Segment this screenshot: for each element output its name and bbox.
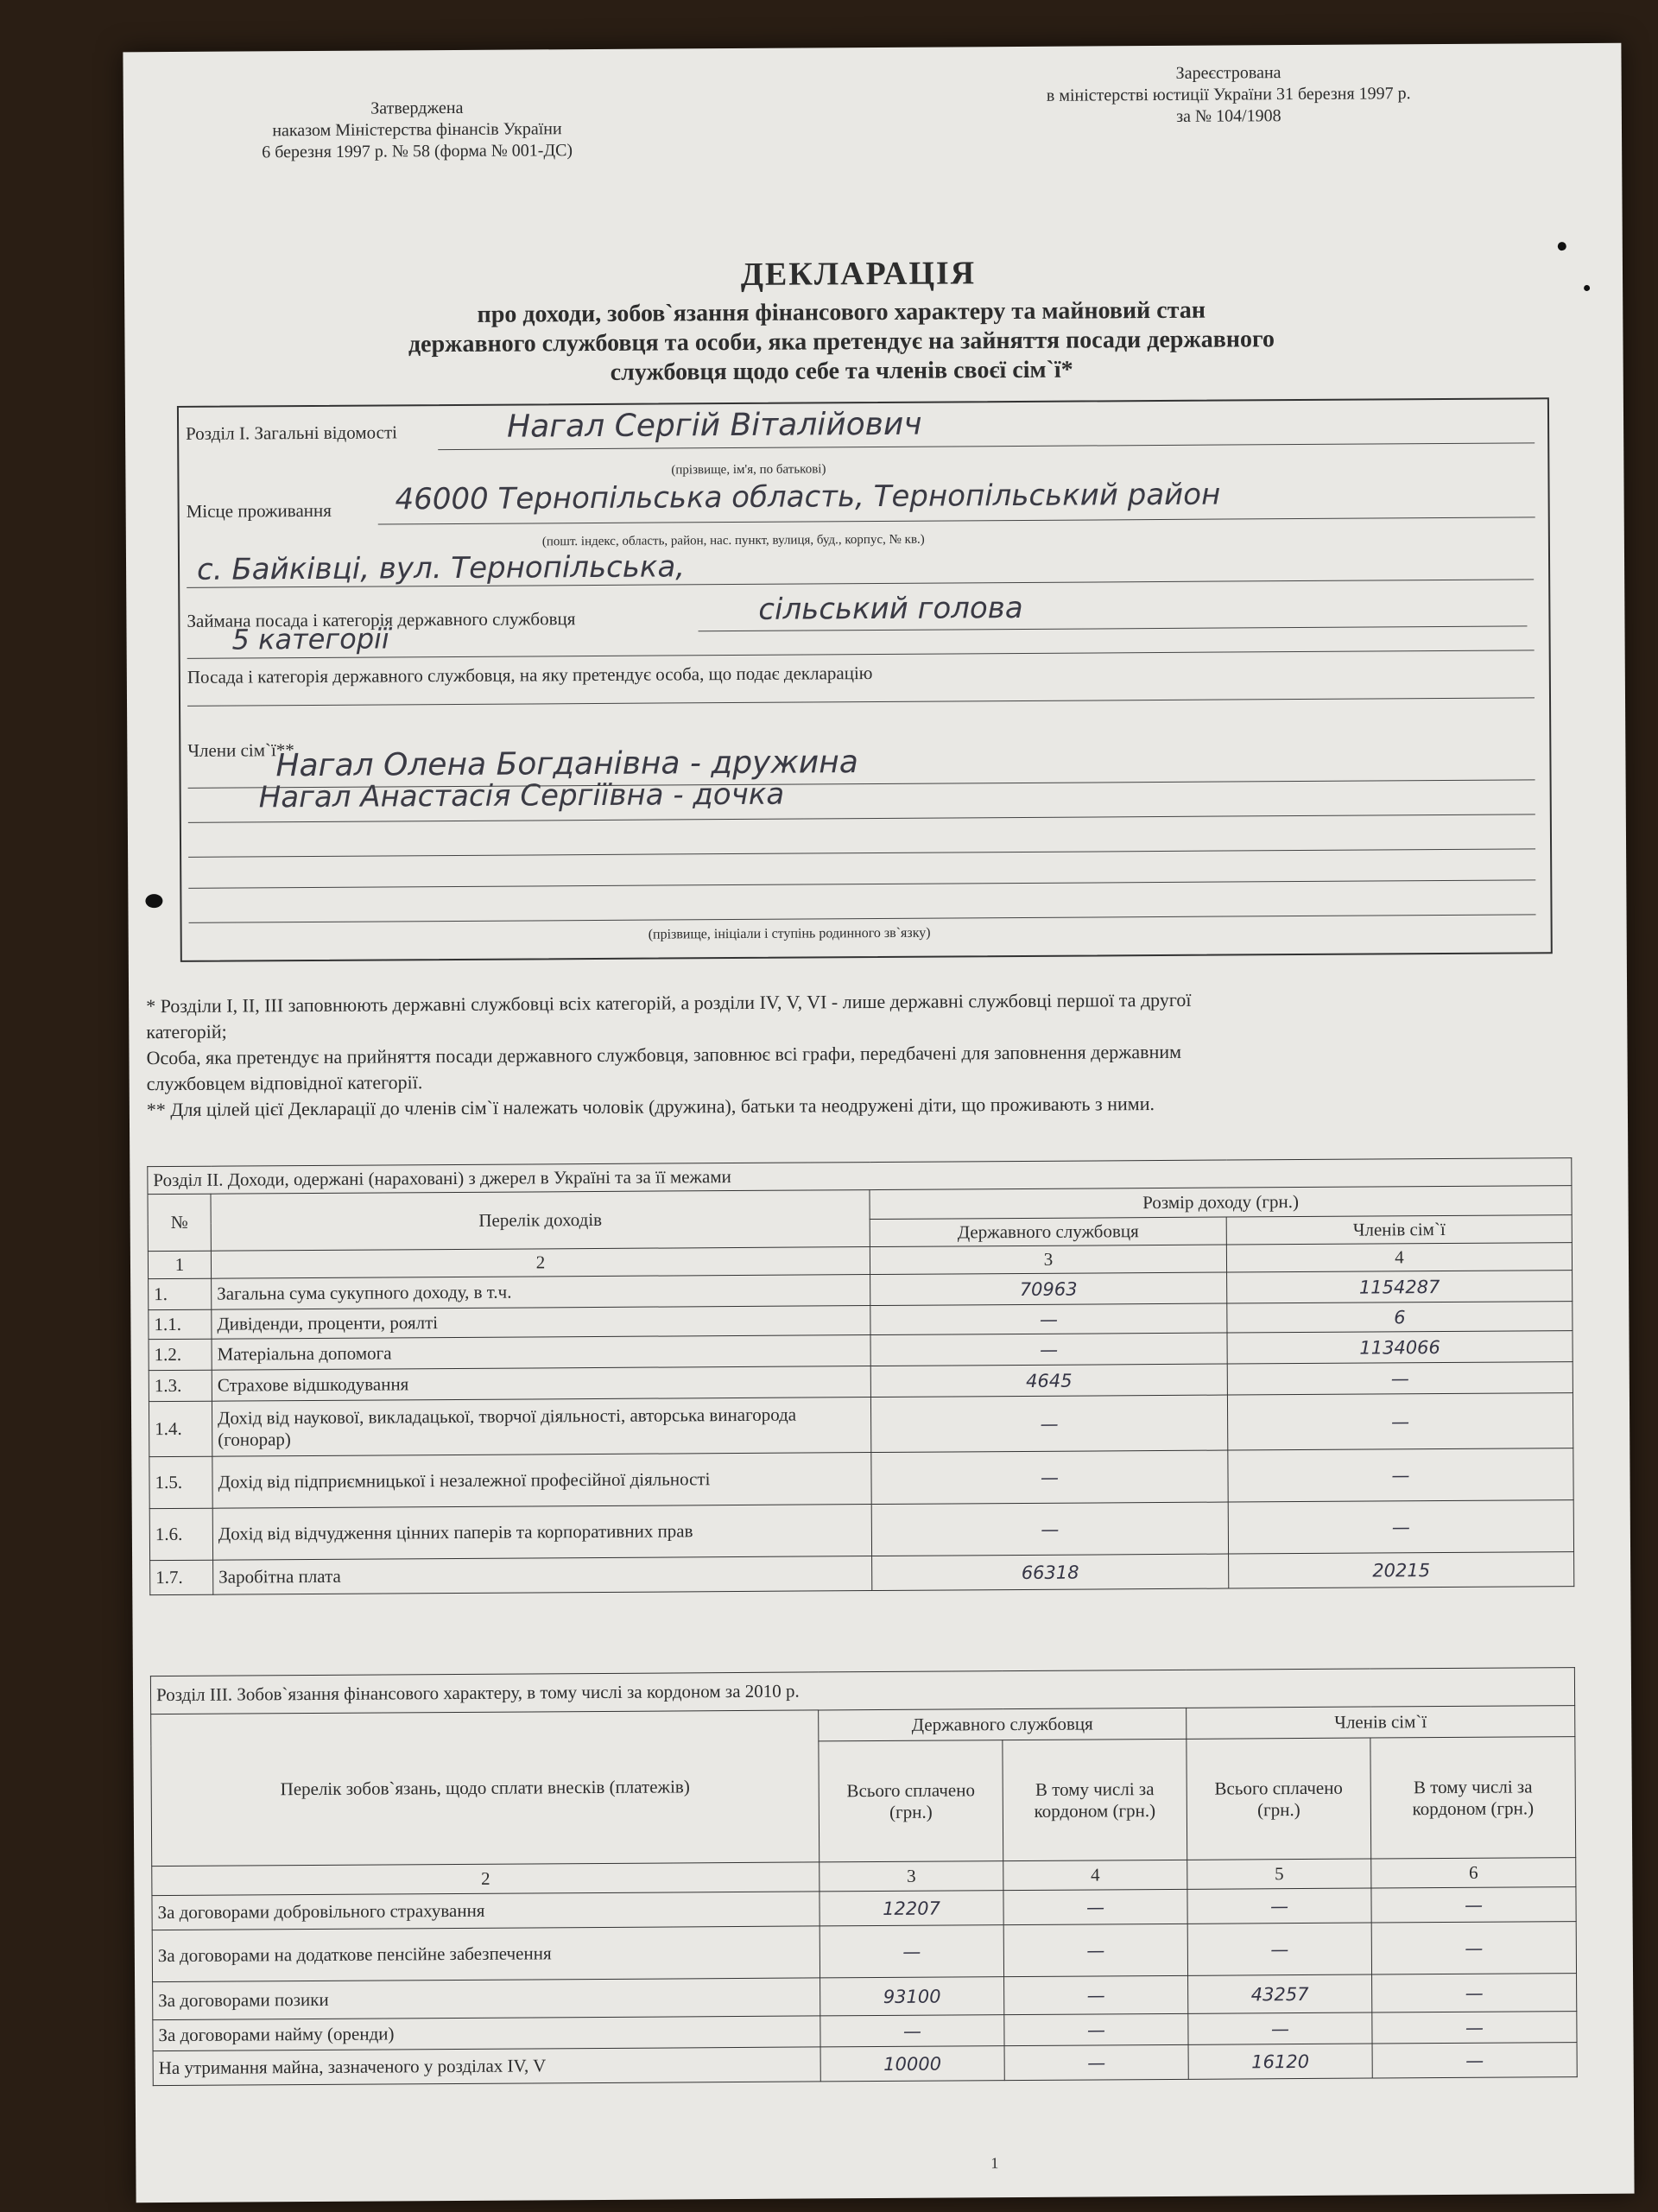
- col-num: 6: [1371, 1858, 1576, 1888]
- family-abroad-value: —: [1371, 1887, 1576, 1923]
- name-value: Нагал Сергій Віталійович: [506, 406, 922, 445]
- residence-value-2: с. Байківці, вул. Тернопільська,: [196, 549, 686, 587]
- row-label: Матеріальна допомога: [212, 1335, 870, 1371]
- subtitle-line: службовця щодо себе та членів своєї сім`ї*: [610, 356, 1073, 386]
- document-subtitle: [237, 295, 1446, 390]
- servant-abroad-value: —: [1004, 2044, 1188, 2080]
- servant-abroad-value: —: [1003, 1889, 1187, 1924]
- position-label: Займана посада і категорія державного службовця: [187, 608, 576, 631]
- footnote: Особа, яка претендує на прийняття посади державного службовця, заповнює всі графи, передбачені для заповнення державним: [146, 1040, 1182, 1069]
- row-number: 1.2.: [149, 1339, 212, 1370]
- servant-abroad-value: —: [1003, 1924, 1187, 1976]
- section3-heading: Розділ III. Зобов`язання фінансового характеру, в тому числі за кордоном за 2010 р.: [150, 1668, 1574, 1714]
- approval-line: 6 березня 1997 р. № 58 (форма № 001-ДС): [262, 141, 573, 162]
- col-family-header: Членів сім`ї: [1226, 1215, 1572, 1245]
- family-value: —: [1228, 1448, 1573, 1502]
- ink-spot: [1558, 242, 1566, 250]
- row-number: 1.5.: [149, 1456, 212, 1508]
- col-servant-abroad: В тому числі за кордоном (грн.): [1003, 1739, 1187, 1860]
- row-label: Загальна сума сукупного доходу, в т.ч.: [212, 1275, 870, 1310]
- position-value: сільський голова: [758, 590, 1023, 627]
- family-total-value: 16120: [1188, 2044, 1372, 2079]
- servant-value: —: [871, 1502, 1228, 1556]
- family-caption: (прізвище, ініціали і ступінь родинного зв`язку): [648, 925, 931, 942]
- declaration-page: [123, 43, 1634, 2203]
- registration-line: Зареєстрована: [1175, 63, 1281, 83]
- row-label: Заробітна плата: [213, 1556, 872, 1595]
- servant-value: 70963: [870, 1272, 1227, 1306]
- col-num: 4: [1003, 1860, 1187, 1890]
- section2: [147, 1157, 1574, 1595]
- row-label: За договорами добровільного страхування: [152, 1892, 820, 1930]
- table-row: [149, 1500, 1573, 1561]
- servant-total-value: 10000: [820, 2046, 1004, 2082]
- footnote: службовцем відповідної категорії.: [146, 1071, 423, 1095]
- family-value: —: [1228, 1500, 1573, 1554]
- row-label: Страхове відшкодування: [212, 1366, 870, 1402]
- subtitle-line: державного службовця та особи, яка претендує на зайняття посади державного: [408, 326, 1275, 358]
- col-income-size-header: Розмір доходу (грн.): [870, 1186, 1572, 1220]
- footnote: категорій;: [146, 1020, 227, 1043]
- family-total-value: 43257: [1188, 1974, 1372, 2013]
- servant-total-value: 93100: [820, 1977, 1004, 2016]
- family-value: 20215: [1229, 1552, 1574, 1588]
- row-number: 1.7.: [150, 1560, 213, 1594]
- col-number-header: №: [148, 1194, 211, 1251]
- ink-spot: [1584, 285, 1590, 291]
- family-member: Нагал Олена Богданівна - дружина: [275, 745, 858, 784]
- row-label: На утримання майна, зазначеного у розділах IV, V: [153, 2047, 820, 2086]
- row-number: 1.4.: [149, 1401, 212, 1456]
- servant-abroad-value: —: [1004, 2013, 1188, 2045]
- family-abroad-value: —: [1372, 2043, 1577, 2078]
- col-servant-total: Всього сплачено (грн.): [819, 1740, 1003, 1862]
- row-number: 1.: [149, 1278, 212, 1309]
- table-row: [152, 1922, 1576, 1982]
- registration-line: за № 104/1908: [1176, 106, 1281, 126]
- row-label: За договорами позики: [153, 1978, 820, 2020]
- col-servant-header: Державного службовця: [819, 1708, 1187, 1741]
- footnotes: [146, 985, 1554, 1123]
- name-caption: (прізвище, ім'я, по батькові): [671, 462, 826, 478]
- ink-spot: [145, 894, 162, 908]
- row-number: 1.1.: [149, 1309, 212, 1339]
- document-title: ДЕКЛАРАЦІЯ: [740, 255, 977, 293]
- servant-value: 66318: [872, 1554, 1229, 1591]
- col-num: 1: [148, 1251, 211, 1278]
- position-value-2: 5 категорії: [231, 622, 389, 656]
- servant-value: —: [871, 1450, 1228, 1505]
- col-num: 3: [870, 1245, 1226, 1275]
- row-label: За договорами на додаткове пенсійне забезпечення: [152, 1926, 820, 1982]
- residence-label: Місце проживання: [186, 499, 332, 522]
- section2-heading: Розділ II. Доходи, одержані (нараховані) з джерел в Україні та за її межами: [148, 1158, 1572, 1195]
- col-num: 2: [152, 1862, 820, 1896]
- col-family-header: Членів сім`ї: [1187, 1706, 1575, 1740]
- family-total-value: —: [1187, 1923, 1371, 1975]
- section3: [150, 1667, 1578, 2086]
- servant-abroad-value: —: [1004, 1975, 1188, 2014]
- row-label: Дивіденди, проценти, роялті: [212, 1306, 870, 1340]
- servant-value: —: [870, 1333, 1227, 1366]
- family-abroad-value: —: [1372, 2012, 1577, 2044]
- page-mark: 1: [990, 2154, 999, 2172]
- residence-caption: (пошт. індекс, область, район, нас. пункт, вулиця, буд., корпус, № кв.): [541, 532, 925, 549]
- col-num: 5: [1187, 1859, 1371, 1889]
- section1-heading: Розділ I. Загальні відомості: [186, 421, 398, 444]
- col-obligation-list-header: Перелік зобов`язань, щодо сплати внесків (платежів): [151, 1710, 820, 1867]
- row-number: 1.3.: [149, 1370, 212, 1401]
- table-row: [149, 1448, 1573, 1509]
- registration-stamp: [961, 61, 1497, 130]
- subtitle-line: про доходи, зобов`язання фінансового характеру та майновий стан: [477, 296, 1206, 328]
- approval-stamp: [210, 97, 624, 164]
- section1-box: [177, 397, 1553, 962]
- obligations-table: [150, 1667, 1578, 2086]
- family-value: —: [1227, 1362, 1573, 1395]
- family-value: 1154287: [1227, 1271, 1573, 1303]
- servant-value: 4645: [870, 1364, 1227, 1398]
- approval-line: наказом Міністерства фінансів України: [272, 119, 562, 141]
- row-label: Дохід від наукової, викладацької, творчої діяльності, авторська винагорода (гонорар): [212, 1398, 870, 1457]
- candidate-position-label: Посада і категорія державного службовця, на яку претендує особа, що подає декларацію: [187, 662, 873, 688]
- family-abroad-value: —: [1371, 1922, 1576, 1974]
- family-value: 6: [1227, 1302, 1573, 1333]
- col-num: 4: [1226, 1243, 1572, 1272]
- servant-value: —: [870, 1303, 1227, 1335]
- income-table: [147, 1157, 1574, 1595]
- footnote: ** Для цілей цієї Декларації до членів сім`ї належать чоловік (дружина), батьки та неодружені діти, що проживають з ними.: [146, 1093, 1155, 1121]
- servant-value: —: [870, 1395, 1227, 1453]
- footnote: * Розділи I, II, III заповнюють державні службовці всіх категорій, а розділи IV, V, VI - лише державні службовці першої та другої: [146, 988, 1192, 1017]
- servant-total-value: —: [820, 1925, 1003, 1978]
- family-value: 1134066: [1227, 1331, 1573, 1364]
- family-abroad-value: —: [1372, 1974, 1577, 2012]
- family-label: Члени сім`ї**: [187, 739, 294, 761]
- col-family-abroad: В тому числі за кордоном (грн.): [1370, 1737, 1576, 1859]
- col-family-total: Всього сплачено (грн.): [1187, 1738, 1371, 1860]
- row-label: Дохід від підприємницької і незалежної професійної діяльності: [212, 1453, 871, 1509]
- approval-line: Затверджена: [370, 98, 464, 118]
- row-number: 1.6.: [149, 1508, 212, 1560]
- row-label: Дохід від відчудження цінних паперів та корпоративних прав: [212, 1505, 871, 1561]
- family-value: —: [1227, 1393, 1573, 1450]
- col-income-list-header: Перелік доходів: [211, 1190, 870, 1252]
- table-row: [149, 1393, 1573, 1457]
- col-num: 2: [211, 1247, 870, 1279]
- servant-total-value: 12207: [820, 1891, 1003, 1926]
- row-label: За договорами найму (оренди): [153, 2016, 820, 2051]
- family-total-value: —: [1188, 2012, 1372, 2044]
- col-num: 3: [820, 1861, 1003, 1892]
- residence-value: 46000 Тернопільська область, Тернопільський район: [395, 477, 1221, 517]
- servant-total-value: —: [820, 2015, 1004, 2047]
- family-member: Нагал Анастасія Сергіївна - дочка: [258, 776, 785, 815]
- col-servant-header: Державного службовця: [870, 1217, 1226, 1247]
- family-total-value: —: [1187, 1888, 1371, 1924]
- registration-line: в міністерстві юстиції України 31 березня 1997 р.: [1046, 84, 1411, 105]
